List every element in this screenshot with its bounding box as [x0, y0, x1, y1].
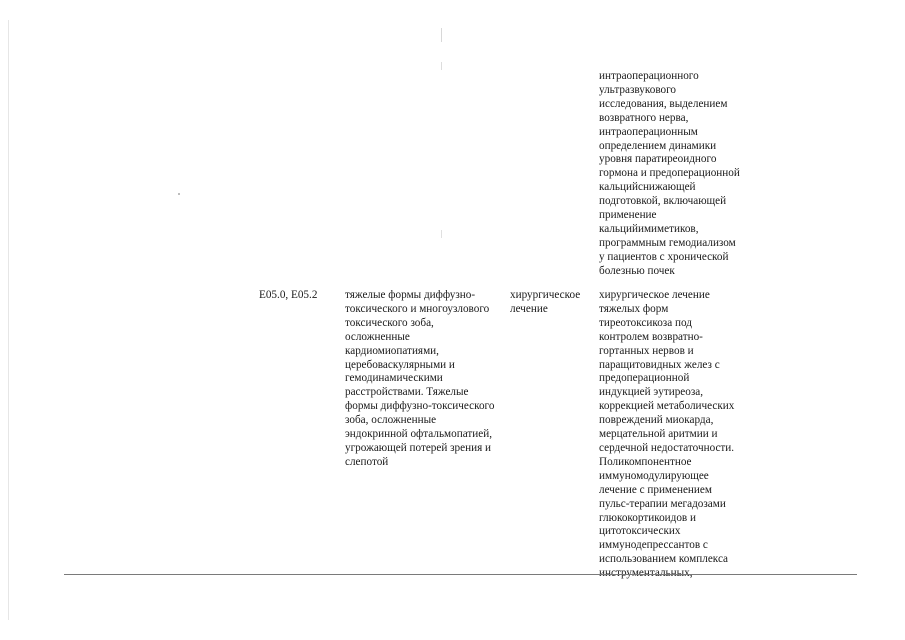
- patient-model-text: тяжелые формы диффузно- токсического и многоузлового токсического зоба, осложненные кардиомиопатиями, церебоваскулярными и гемодинамическими расстройствами. Тяжелые формы диффузно-токсического зоба, осложненные эндокринной офтальмопатией, угрожающей потерей зрения и слепотой: [345, 289, 495, 468]
- diagnosis-codes: E05.0, E05.2: [259, 289, 318, 301]
- treatment-method-text: хирургическое лечение тяжелых форм тиреотоксикоза под контролем возвратно- гортанных нервов и паращитовидных желез с предоперационной индукцией эутиреоза, коррекцией метаболических повреждений миокарда, мерцательной аритмии и сердечной недостаточности. Поликомпонентное иммуномодулирующее лечение с применением пульс-терапии мегадозами глюкокортикоидов и цитотоксических иммунодепрессантов с использованием комплекса: [599, 289, 735, 566]
- continued-treatment-method-text: интраоперационного ультразвукового исследования, выделением возвратного нерва, интраоперационным определением динамики уровня паратиреоидного гормона и предоперационной кальцийснижающей подготовкой, включающей применение кальцийимиметиков, программным гемодиализом у пациентов с хронической болезнью почек: [599, 70, 740, 277]
- treatment-type-text: хирургическое лечение: [510, 289, 581, 315]
- scan-artifact-center-mark: [441, 28, 442, 42]
- scan-artifact-dot: [178, 193, 180, 195]
- scan-artifact-center-mark: [441, 230, 442, 238]
- scan-artifact-center-mark: [441, 62, 442, 70]
- page-bottom-rule: [64, 574, 857, 575]
- scan-artifact-left-edge: [8, 20, 9, 620]
